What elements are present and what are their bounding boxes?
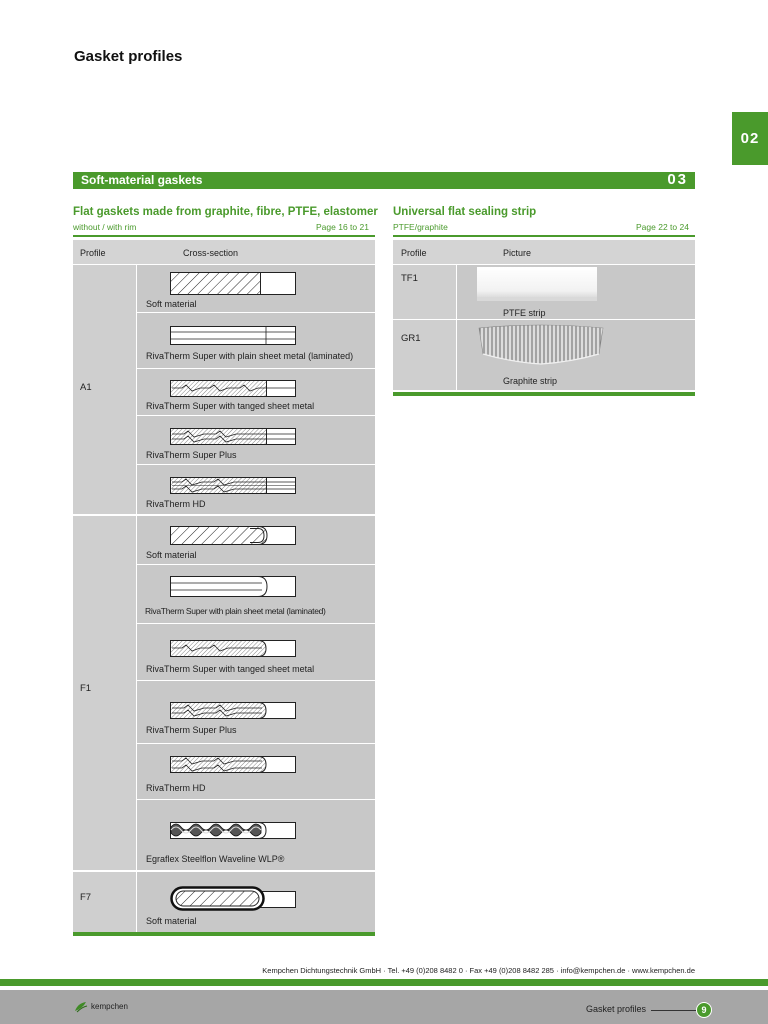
rim-laminated-section-icon [170, 576, 297, 598]
kempchen-logo-icon [74, 1001, 88, 1013]
cross-section-row [137, 416, 375, 464]
cross-section-label: Soft material [146, 916, 197, 926]
rim-soft-material-section-icon [170, 526, 297, 546]
cross-section-row [137, 744, 375, 799]
picture-caption: PTFE strip [503, 308, 546, 318]
cross-section-label: Soft material [146, 299, 197, 309]
laminated-section-icon [170, 326, 297, 346]
picture-column-header: Picture [503, 248, 532, 258]
profile-cell-f1 [73, 516, 136, 870]
rim-hd-section-icon [170, 756, 297, 774]
left-column-pages[interactable]: Page 16 to 21 [316, 222, 369, 232]
picture-caption: Graphite strip [503, 376, 558, 386]
cross-section-label: RivaTherm HD [146, 783, 206, 793]
section-number: 03 [667, 171, 688, 188]
super-plus-section-icon [170, 428, 297, 446]
footer-contact: Kempchen Dichtungstechnik GmbH · Tel. +49 (0)208 8482 0 · Fax +49 (0)208 8482 285 · info@kempchen.de · www.kempchen.de [262, 966, 695, 975]
right-header-rule [393, 235, 695, 237]
left-table-bottom-rule [73, 932, 375, 936]
cross-section-label: RivaTherm Super Plus [146, 725, 237, 735]
footer-bar [0, 990, 768, 1024]
cross-section-label: RivaTherm Super Plus [146, 450, 237, 460]
cross-section-label: RivaTherm Super with plain sheet metal (laminated) [145, 606, 326, 616]
cross-section-label: RivaTherm Super with plain sheet metal (laminated) [146, 351, 354, 361]
cross-section-label: RivaTherm Super with tanged sheet metal [146, 664, 315, 674]
cross-section-row [137, 369, 375, 415]
tanged-section-icon [170, 380, 297, 398]
left-column-title: Flat gaskets made from graphite, fibre, PTFE, elastomer [73, 206, 378, 218]
cross-section-label: Soft material [146, 550, 197, 560]
right-column-title: Universal flat sealing strip [393, 206, 537, 218]
right-table-bottom-rule [393, 392, 695, 396]
soft-material-section-icon [170, 272, 297, 296]
cross-section-row [137, 265, 375, 312]
ptfe-strip-image [477, 267, 597, 303]
cross-section-row [137, 681, 375, 743]
cross-section-label: Egraflex Steelflon Waveline WLP® [146, 854, 285, 864]
right-table-header [393, 240, 695, 264]
cross-section-row [137, 313, 375, 368]
right-column-subtitle: PTFE/graphite [393, 222, 448, 232]
cross-section-row [137, 565, 375, 623]
footer-brand: kempchen [91, 1002, 128, 1011]
f7-soft-material-section-icon [170, 886, 297, 912]
cross-section-row [137, 516, 375, 564]
section-bar [73, 172, 695, 189]
footer-section-label: Gasket profiles [586, 1004, 647, 1014]
right-column-pages[interactable]: Page 22 to 24 [636, 222, 689, 232]
cross-section-column-header: Cross-section [183, 248, 239, 258]
page-title: Gasket profiles [74, 48, 183, 65]
footer-green-line [0, 979, 768, 986]
page-number-badge[interactable]: 9 [696, 1002, 712, 1018]
cross-section-row [137, 872, 375, 932]
section-title: Soft-material gaskets [81, 173, 203, 187]
profile-cell-a1 [73, 265, 136, 514]
profile-column-header: Profile [80, 248, 106, 258]
rim-tanged-section-icon [170, 640, 297, 658]
left-column-subtitle: without / with rim [73, 222, 137, 232]
profile-label: A1 [80, 382, 92, 393]
profile-label: F7 [80, 892, 92, 903]
profile-label: F1 [80, 683, 92, 694]
profile-cell-tf1 [393, 265, 456, 319]
cross-section-label: RivaTherm HD [146, 499, 206, 509]
graphite-strip-image [475, 324, 607, 372]
profile-label: TF1 [401, 273, 418, 284]
picture-row [457, 320, 695, 390]
cross-section-row [137, 624, 375, 680]
picture-row [457, 265, 695, 319]
profile-label: GR1 [401, 333, 421, 344]
footer-leader-line [651, 1010, 696, 1011]
cross-section-row [137, 800, 375, 870]
profile-cell-gr1 [393, 320, 456, 390]
left-table-header [73, 240, 375, 264]
rim-super-plus-section-icon [170, 702, 297, 720]
hd-section-icon [170, 477, 297, 495]
profile-cell-f7 [73, 872, 136, 932]
cross-section-label: RivaTherm Super with tanged sheet metal [146, 401, 315, 411]
left-header-rule [73, 235, 375, 237]
waveline-section-icon [170, 819, 297, 841]
profile-column-header: Profile [401, 248, 427, 258]
cross-section-row [137, 465, 375, 514]
chapter-tab[interactable]: 02 [732, 112, 768, 165]
